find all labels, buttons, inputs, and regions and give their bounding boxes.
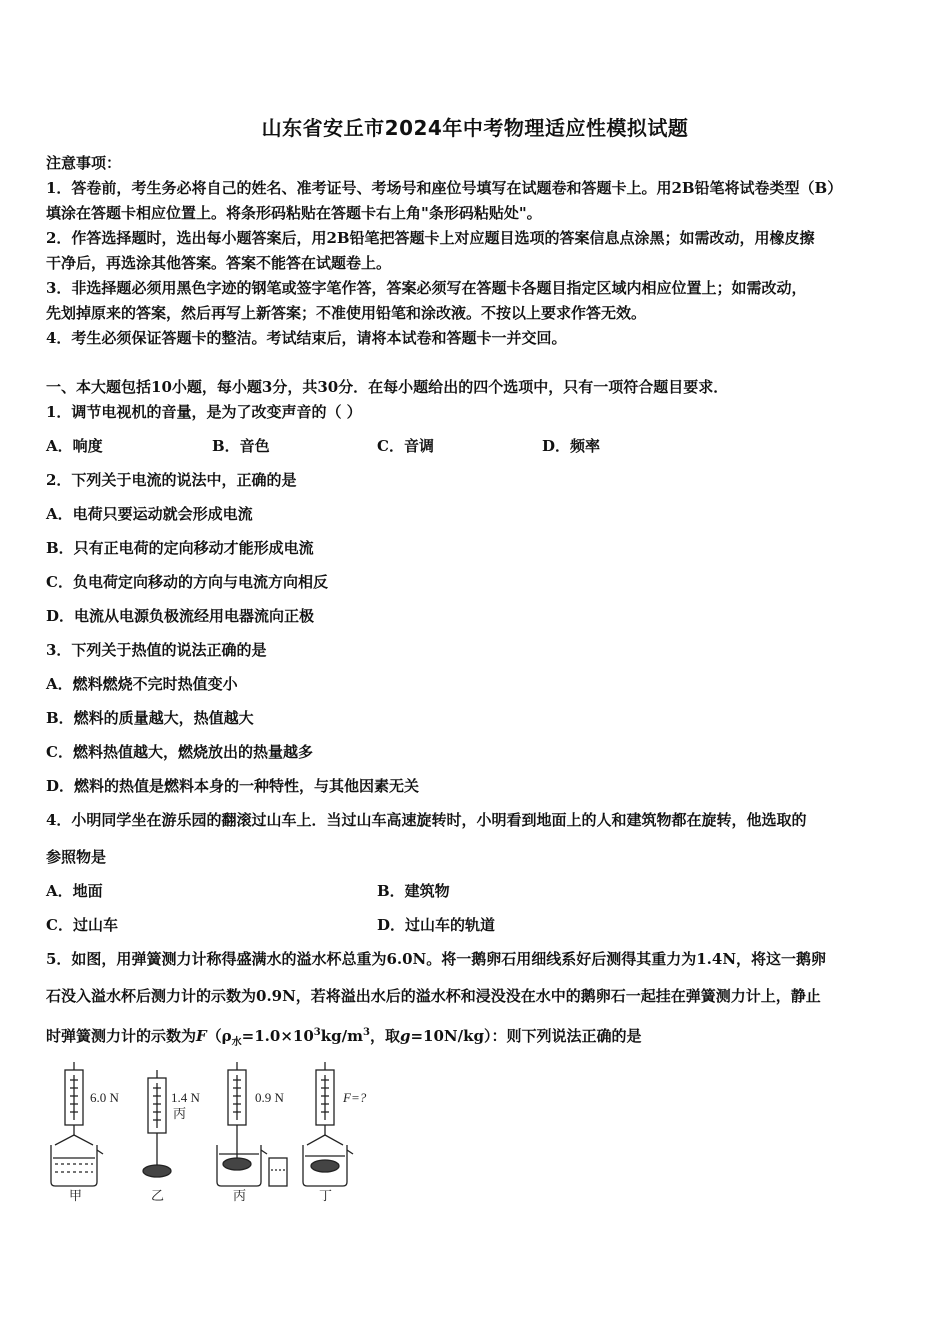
caption-yi: 乙 xyxy=(151,1189,165,1204)
question-2-stem: 2．下列关于电流的说法中，正确的是 xyxy=(46,471,297,489)
reading-jia: 6.0 N xyxy=(90,1090,119,1105)
q4-option-a: A．地面 xyxy=(46,882,103,900)
notice-line: 先划掉原来的答案，然后再写上新答案；不准使用铅笔和涂改液。不按以上要求作答无效。 xyxy=(46,304,647,322)
notice-heading: 注意事项： xyxy=(46,154,122,172)
scale-yi xyxy=(143,1070,171,1177)
question-1-stem: 1．调节电视机的音量，是为了改变声音的（ ） xyxy=(46,403,362,421)
notice-line: 4．考生必须保证答题卡的整洁。考试结束后，请将本试卷和答题卡一并交回。 xyxy=(46,329,567,347)
q1-option-a: A．响度 xyxy=(46,437,103,455)
q1-option-c: C．音调 xyxy=(377,437,434,455)
reading-yi: 1.4 N xyxy=(171,1090,200,1105)
question-5-line: 石没入溢水杯后测力计的示数为0.9N，若将溢出水后的溢水杯和浸没没在水中的鹅卵石一起挂在弹簧测力计上，静止 xyxy=(46,987,821,1005)
page-title: 山东省安丘市2024年中考物理适应性模拟试题 xyxy=(261,116,689,140)
question-3-stem: 3．下列关于热值的说法正确的是 xyxy=(46,641,267,659)
notice-line: 干净后，再选涂其他答案。答案不能答在试题卷上。 xyxy=(46,254,392,272)
q4-option-c: C．过山车 xyxy=(46,916,118,934)
notice-line: 填涂在答题卡相应位置上。将条形码粘贴在答题卡右上角"条形码粘贴处"。 xyxy=(46,204,542,222)
q2-option-b: B．只有正电荷的定向移动才能形成电流 xyxy=(46,539,314,557)
reading-ding: F=? xyxy=(343,1090,367,1105)
section-heading: 一、本大题包括10小题，每小题3分，共30分．在每小题给出的四个选项中，只有一项符合题目要求． xyxy=(46,378,729,396)
scale-jia xyxy=(51,1062,103,1186)
notice-line: 2．作答选择题时，选出每小题答案后，用2B铅笔把答题卡上对应题目选项的答案信息点涂黑；如需改动，用橡皮擦 xyxy=(46,229,815,247)
q2-option-d: D．电流从电源负极流经用电器流向正极 xyxy=(46,607,315,625)
notice-line: 1．答卷前，考生务必将自己的姓名、准考证号、考场号和座位号填写在试题卷和答题卡上。用2B铅笔将试卷类型（B） xyxy=(46,179,843,197)
question-5-line: 时弹簧测力计的示数为$F(\rho_水=1.0\times 10^3kg/m^3$，取g=10N/kg）：则下列说法正确的是 xyxy=(46,1027,642,1048)
reading-bing: 0.9 N xyxy=(255,1090,284,1105)
spring-scale-figure xyxy=(45,1060,385,1205)
q2-option-a: A．电荷只要运动就会形成电流 xyxy=(46,505,253,523)
q3-option-b: B．燃料的质量越大，热值越大 xyxy=(46,709,254,727)
q4-option-b: B．建筑物 xyxy=(377,882,450,900)
caption-ding: 丁 xyxy=(319,1189,333,1204)
q4-option-d: D．过山车的轨道 xyxy=(377,916,496,934)
caption-bing: 丙 xyxy=(233,1189,247,1204)
caption-jia: 甲 xyxy=(69,1189,83,1204)
q3-option-c: C．燃料热值越大，燃烧放出的热量越多 xyxy=(46,743,313,761)
q3-option-a: A．燃料燃烧不完时热值变小 xyxy=(46,675,238,693)
question-4-stem-cont: 参照物是 xyxy=(46,848,107,866)
question-5-line: 5．如图，用弹簧测力计称得盛满水的溢水杯总重为6.0N。将一鹅卵石用细线系好后测得其重力为1.4N，将这一鹅卵 xyxy=(46,950,827,968)
q3-option-d: D．燃料的热值是燃料本身的一种特性，与其他因素无关 xyxy=(46,777,420,795)
q1-option-b: B．音色 xyxy=(212,437,270,455)
reading-yi-extra: 丙 xyxy=(173,1107,187,1122)
scale-bing xyxy=(217,1062,287,1186)
q1-option-d: D．频率 xyxy=(542,437,601,455)
scale-ding xyxy=(303,1062,353,1186)
notice-line: 3．非选择题必须用黑色字迹的钢笔或签字笔作答，答案必须写在答题卡各题目指定区域内相应位置上；如需改动， xyxy=(46,279,807,297)
question-4-stem: 4．小明同学坐在游乐园的翻滚过山车上．当过山车高速旋转时，小明看到地面上的人和建筑物都在旋转，他选取的 xyxy=(46,811,807,829)
q2-option-c: C．负电荷定向移动的方向与电流方向相反 xyxy=(46,573,328,591)
